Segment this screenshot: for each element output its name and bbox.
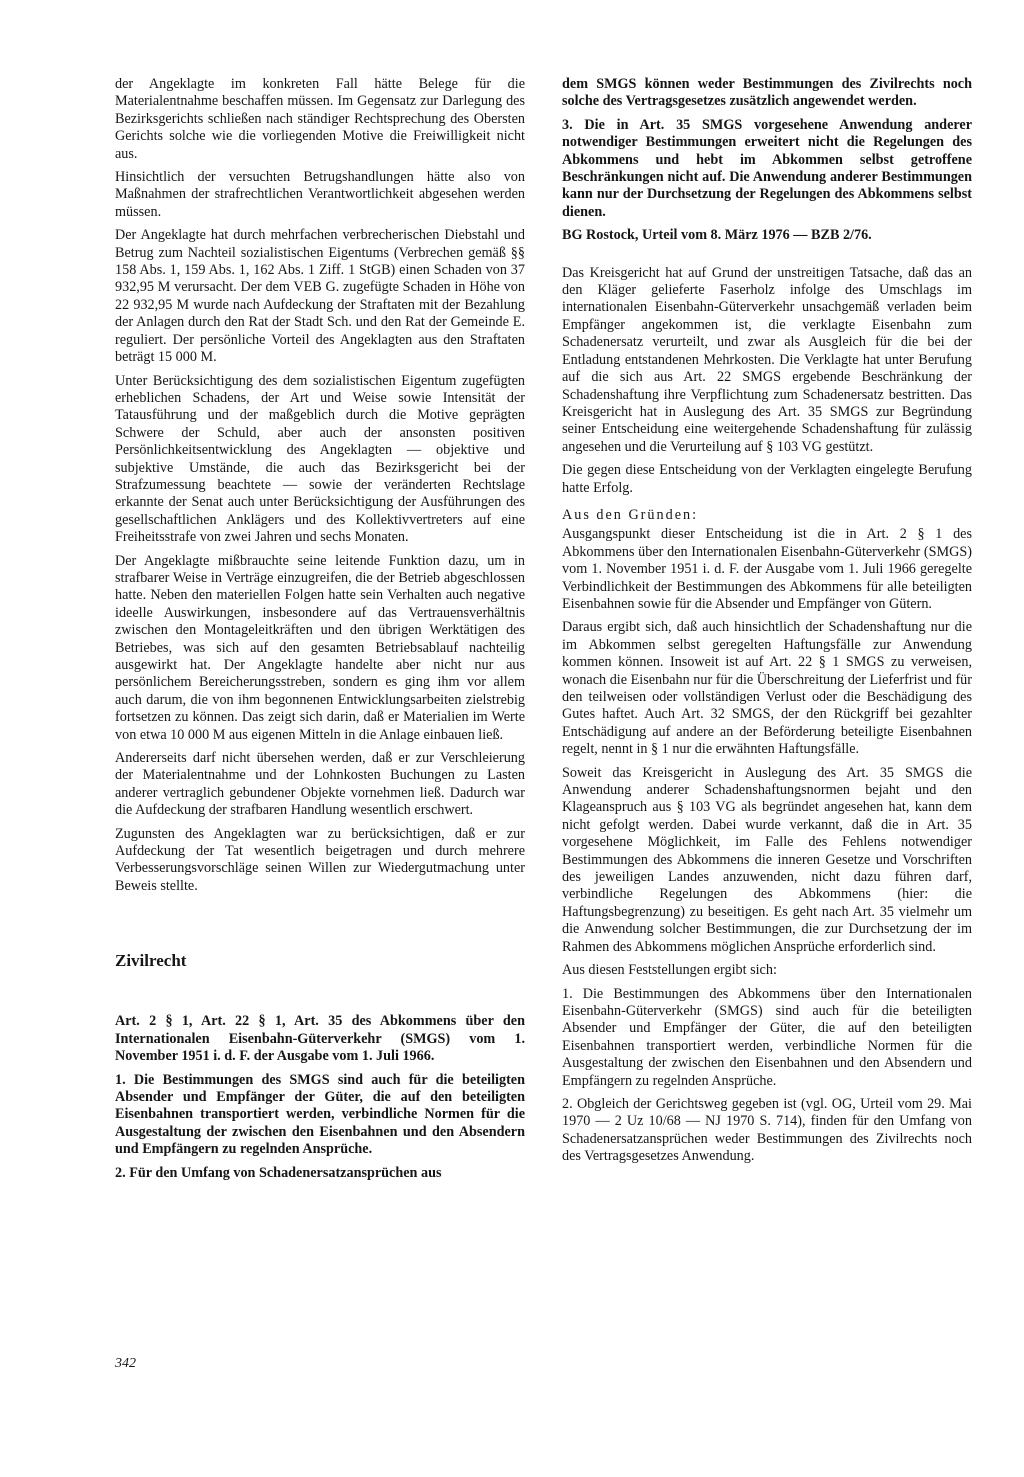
body-paragraph: 2. Obgleich der Gerichtsweg gegeben ist (vgl. OG, Urteil vom 29. Mai 1970 — 2 Uz 10/68 — NJ 1970 S. 714), finden für den Umfang von Schadenersatzansprüchen weder Bestimmungen des Zivilrechts noch des Vertragsgesetzes Anwendung. bbox=[562, 1095, 972, 1165]
body-paragraph: der Angeklagte im konkreten Fall hätte Belege für die Materialentnahme beschaffen müssen. Im Gegensatz zur Darlegung des Bezirksgerichts schließen nach ständiger Rechtsprechung des Obersten Gerichts solche wie die vorliegenden Motive die Freiwilligkeit nicht aus. bbox=[115, 76, 525, 162]
headnote-paragraph: 1. Die Bestimmungen des SMGS sind auch für die beteiligten Absender und Empfänger der Güter, die auf den beteiligten Eisenbahnen transportiert werden, verbindliche Normen für die Ausgestaltung der zwischen den Eisenbahnen und den Absendern und Empfängern zu regelnden Ansprüche. bbox=[115, 1071, 525, 1158]
reasons-heading: Aus den Gründen: bbox=[562, 506, 699, 523]
body-paragraph: Daraus ergibt sich, daß auch hinsichtlich der Schadenshaftung nur die im Abkommen selbst geregelten Haftungsfälle zur Anwendung kommen können. Insoweit ist auf Art. 22 § 1 SMGS zu verweisen, wonach die Eisenbahn nur für die Überschreitung der Lieferfrist und für den teilweisen oder vollständigen Verlust oder die Beschädigung des Gutes haftet. Auch Art. 32 SMGS, der den Rückgriff bei gezahlter Entschädigung auf andere an der Beförderung beteiligte Eisenbahnen regelt, nennt in § 1 nur die erwähnten Haftungsfälle. bbox=[562, 619, 972, 758]
legal-reference: Art. 2 § 1, Art. 22 § 1, Art. 35 des Abkommens über den Internationalen Eisenbahn-Güterverkehr (SMGS) vom 1. November 1951 i. d. F. der Ausgabe vom 1. Juli 1966. bbox=[115, 1013, 525, 1065]
left-column bbox=[115, 76, 525, 1188]
body-paragraph: Ausgangspunkt dieser Entscheidung ist die in Art. 2 § 1 des Abkommens über den Internationalen Eisenbahn-Güterverkehr (SMGS) vom 1. November 1951 i. d. F. der Ausgabe vom 1. Juli 1966 geregelte Verbindlichkeit der Bestimmungen des Abkommens für alle beteiligten Eisenbahnen sowie für die Absender und Empfänger von Gütern. bbox=[562, 526, 972, 612]
court-citation: BG Rostock, Urteil vom 8. März 1976 — BZB 2/76. bbox=[562, 227, 872, 244]
body-paragraph: Zugunsten des Angeklagten war zu berücksichtigen, daß er zur Aufdeckung der Tat wesentlich beigetragen und durch mehrere Verbesserungsvorschläge seinen Willen zur Wiedergutmachung unter Beweis stellte. bbox=[115, 825, 525, 894]
body-paragraph: 1. Die Bestimmungen des Abkommens über den Internationalen Eisenbahn-Güterverkehr (SMGS) sind auch für die beteiligten Absender und Empfänger der Güter, die auf den beteiligten Eisenbahnen transportiert werden, verbindliche Normen für die Ausgestaltung der zwischen den Eisenbahnen und den Absendern und Empfängern zu regelnden Ansprüche. bbox=[562, 985, 972, 1089]
headnote-paragraph: 3. Die in Art. 35 SMGS vorgesehene Anwendung anderer notwendiger Bestimmungen erweitert nicht die Regelungen des Abkommens und hebt im Abkommen selbst getroffene Beschränkungen nicht auf. Die Anwendung anderer Bestimmungen kann nur der Durchsetzung der Regelungen des Abkommens selbst dienen. bbox=[562, 116, 972, 220]
body-paragraph: Der Angeklagte mißbrauchte seine leitende Funktion dazu, um in strafbarer Weise in Verträge einzugreifen, die der Betrieb abgeschlossen hatte. Neben den materiellen Folgen hatte sein Verhalten auch negative ideelle Auswirkungen, insbesondere auf das Vertrauensverhältnis zwischen den Montageleitkräften und den übrigen Werktätigen des Betriebes, was sich auf den gesamten Betriebsablauf nachteilig ausgewirkt hat. Der Angeklagte handelte aber nicht nur aus persönlichem Bereicherungsstreben, sondern es ging ihm vor allem auch darum, die von ihm begonnenen Entwicklungsarbeiten zielstrebig fortsetzen zu können. Das zeigt sich darin, daß er Materialien im Werte von etwa 10 000 M aus eigenen Mitteln in die Anlage einbauen ließ. bbox=[115, 552, 525, 743]
body-paragraph: Hinsichtlich der versuchten Betrugshandlungen hätte also von Maßnahmen der strafrechtlichen Verantwortlichkeit abgesehen werden müssen. bbox=[115, 169, 525, 220]
body-paragraph: Der Angeklagte hat durch mehrfachen verbrecherischen Diebstahl und Betrug zum Nachteil sozialistischen Eigentums (Verbrechen gemäß §§ 158 Abs. 1, 159 Abs. 1, 162 Abs. 1 Ziff. 1 StGB) einen Schaden von 37 932,95 M verursacht. Der dem VEB G. zugefügte Schaden in Höhe von 22 932,95 M wurde nach Aufdeckung der Straftaten mit der Bezahlung der Anlagen durch den Rat der Stadt Sch. und den Rat der Gemeinde E. reguliert. Der persönliche Vorteil des Angeklagten aus den Straftaten beträgt 15 000 M. bbox=[115, 227, 525, 366]
body-paragraph: Andererseits darf nicht übersehen werden, daß er zur Verschleierung der Materialentnahme und der Lohnkosten Buchungen zu Lasten anderer vertraglich gebundener Objekte vornehmen ließ. Dadurch war die Aufdeckung der strafbaren Handlung wesentlich erschwert. bbox=[115, 750, 525, 819]
body-paragraph: Das Kreisgericht hat auf Grund der unstreitigen Tatsache, daß das an den Kläger gelieferte Faserholz infolge des Umschlags im internationalen Eisenbahn-Güterverkehr unsachgemäß verladen beim Empfänger angekommen ist, die verklagte Eisenbahn zum Schadenersatz verurteilt, und zwar als Ausgleich für die bei der Entladung entstandenen Mehrkosten. Die Verklagte hat unter Berufung auf die sich aus Art. 22 SMGS ergebende Beschränkung der Schadenshaftung ihre Verpflichtung zum Schadenersatz bestritten. Das Kreisgericht hat in Auslegung des Art. 35 SMGS zur Begründung seiner Entscheidung eine weitergehende Schadenshaftung für zulässig angesehen und die Verurteilung auf § 103 VG gestützt. bbox=[562, 264, 972, 455]
page-number: 342 bbox=[115, 1356, 136, 1371]
section-heading: Zivilrecht bbox=[115, 951, 187, 971]
headnote-paragraph: 2. Für den Umfang von Schadenersatzansprüchen aus bbox=[115, 1164, 442, 1181]
body-paragraph: Aus diesen Feststellungen ergibt sich: bbox=[562, 962, 777, 979]
body-paragraph: Soweit das Kreisgericht in Auslegung des Art. 35 SMGS die Anwendung anderer Schadenshaftungsnormen bejaht und den Klageanspruch aus § 103 VG als begründet angesehen hat, kann dem nicht gefolgt werden. Dabei wurde verkannt, daß die in Art. 35 vorgesehene Möglichkeit, im Falle des Fehlens notwendiger Bestimmungen des Abkommens die inneren Gesetze und Vorschriften des jeweiligen Landes anzuwenden, nicht dazu führen darf, verbindliche Regelungen des Abkommens (hier: die Haftungsbegrenzung) zu beseitigen. Es geht nach Art. 35 vielmehr um die Anwendung solcher Bestimmungen, die zur Durchsetzung der im Rahmen des Abkommens möglichen Ansprüche erforderlich sind. bbox=[562, 764, 972, 955]
right-column bbox=[562, 76, 972, 1172]
body-paragraph: Die gegen diese Entscheidung von der Verklagten eingelegte Berufung hatte Erfolg. bbox=[562, 462, 972, 496]
body-paragraph: Unter Berücksichtigung des dem sozialistischen Eigentum zugefügten erheblichen Schadens, der Art und Weise sowie Intensität der Tatausführung und der maßgeblich durch die Motive geprägten Schwere der Schuld, aber auch der ansonsten positiven Persönlichkeitsentwicklung des Angeklagten — objektive und subjektive Umstände, die auch das Bezirksgericht bei der Strafzumessung beachtete — sowie der veränderten Rechtslage erkannte der Senat auch unter Berücksichtigung der Ausführungen des gesellschaftlichen Anklägers und des Kollektivvertreters auf eine Freiheitsstrafe von zwei Jahren und sechs Monaten. bbox=[115, 372, 525, 546]
headnote-paragraph: dem SMGS können weder Bestimmungen des Zivilrechts noch solche des Vertragsgesetzes zusätzlich angewendet werden. bbox=[562, 76, 972, 110]
